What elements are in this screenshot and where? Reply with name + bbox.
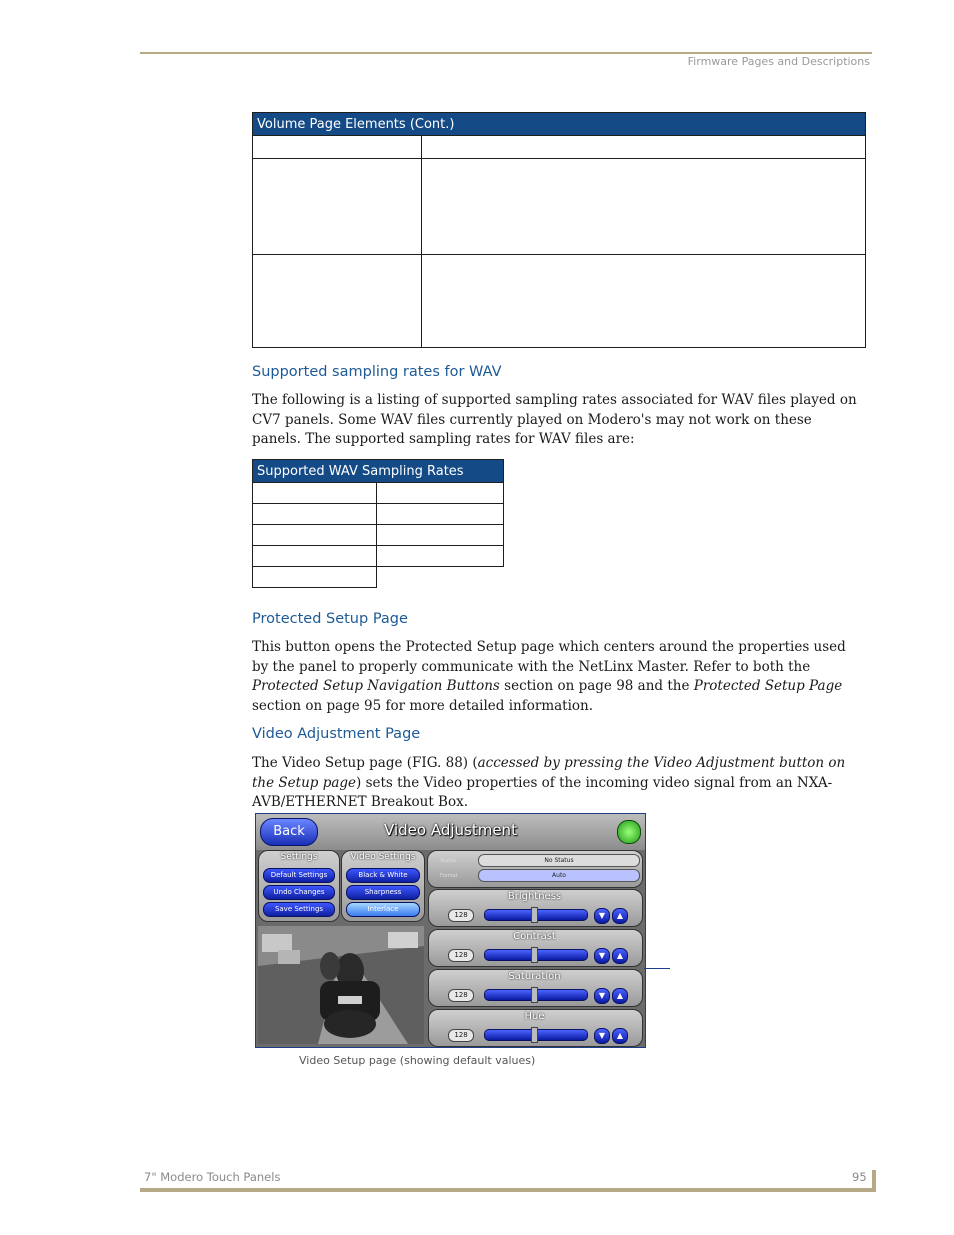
video-settings-panel [341,850,425,922]
interlace-button[interactable]: Interlace [346,902,420,917]
saturation-value: 128 [448,989,474,1002]
brightness-down-arrow-icon[interactable]: ▼ [594,908,610,924]
table-row [253,504,504,525]
hue-label: Hue [524,1011,545,1022]
protected-setup-heading: Protected Setup Page [252,611,408,627]
saturation-down-arrow-icon[interactable]: ▼ [594,988,610,1004]
contrast-up-arrow-icon[interactable]: ▲ [612,948,628,964]
video-adjustment-paragraph: The Video Setup page (FIG. 88) (accessed by pressing the Video Adjustment button on the Setup page) sets the Video properties of the incoming video signal from an NXA-AVB/ETHERNET Breakout Box. [252,755,846,810]
xref-protected-setup-page: Protected Setup Page [693,678,843,694]
hue-down-arrow-icon[interactable]: ▼ [594,1028,610,1044]
hue-slider-knob[interactable] [531,1027,538,1043]
status-label: Status [440,858,456,864]
contrast-value: 128 [448,949,474,962]
settings-panel [258,850,340,922]
volume-page-elements-table [252,112,866,348]
wav-sampling-rates-table [252,459,504,588]
contrast-row [428,929,643,966]
status-indicator-icon[interactable] [617,820,641,844]
video-preview [258,926,424,1044]
footer-document-title: 7" Modero Touch Panels [144,1170,281,1184]
undo-changes-button[interactable]: Undo Changes [263,885,335,900]
table-row [253,159,866,255]
table-row [253,136,866,159]
contrast-down-arrow-icon[interactable]: ▼ [594,948,610,964]
volume-table-header: Volume Page Elements (Cont.) [253,113,866,136]
brightness-row [428,889,643,926]
footer-rule [140,1188,876,1192]
saturation-slider-knob[interactable] [531,987,538,1003]
table-row [253,525,504,546]
sharpness-button[interactable]: Sharpness [346,885,420,900]
video-setup-screenshot [255,813,646,1048]
default-settings-button[interactable]: Default Settings [263,868,335,883]
wav-table-header: Supported WAV Sampling Rates [253,460,504,483]
saturation-label: Saturation [508,971,561,982]
back-button[interactable]: Back [260,818,318,846]
black-white-button[interactable]: Black & White [346,868,420,883]
saturation-row [428,969,643,1006]
brightness-slider-knob[interactable] [531,907,538,923]
contrast-label: Contrast [513,931,556,942]
running-header: Firmware Pages and Descriptions [687,55,870,68]
hue-up-arrow-icon[interactable]: ▲ [612,1028,628,1044]
page-number: 95 [852,1170,867,1184]
brightness-label: Brightness [507,891,562,902]
footer-tab [872,1170,876,1192]
status-field: No Status [478,854,640,867]
table-row [253,255,866,348]
sampling-heading: Supported sampling rates for WAV [252,364,502,380]
video-settings-title: Video Settings [350,852,416,862]
saturation-up-arrow-icon[interactable]: ▲ [612,988,628,1004]
screen-title: Video Adjustment [384,821,517,839]
format-label: Format [440,873,458,879]
brightness-value: 128 [448,909,474,922]
xref-protected-setup-nav: Protected Setup Navigation Buttons [252,678,500,694]
hue-row [428,1009,643,1046]
table-row [253,483,504,504]
header-rule [140,52,872,54]
format-field[interactable]: Auto [478,869,640,882]
settings-title: Settings [280,852,318,862]
table-row [253,546,504,567]
video-adjustment-heading: Video Adjustment Page [252,726,421,742]
status-format-panel [427,850,643,888]
hue-value: 128 [448,1029,474,1042]
sampling-paragraph: The following is a listing of supported sampling rates associated for WAV files played on CV7 panels. Some WAV files currently played on Modero's may not work on these panels. The supported sampling rates for WAV files are: [252,392,857,447]
brightness-up-arrow-icon[interactable]: ▲ [612,908,628,924]
callout-line [644,968,670,969]
table-row [253,567,504,588]
figure-caption: Video Setup page (showing default values) [299,1054,536,1067]
save-settings-button[interactable]: Save Settings [263,902,335,917]
contrast-slider-knob[interactable] [531,947,538,963]
protected-setup-paragraph: This button opens the Protected Setup page which centers around the properties used by the panel to properly communicate with the NetLinx Master. Refer to both the Protected Setup Navigation Buttons section on page 98 and the Protected Setup Page section on page 95 for more detailed information. [252,639,846,714]
